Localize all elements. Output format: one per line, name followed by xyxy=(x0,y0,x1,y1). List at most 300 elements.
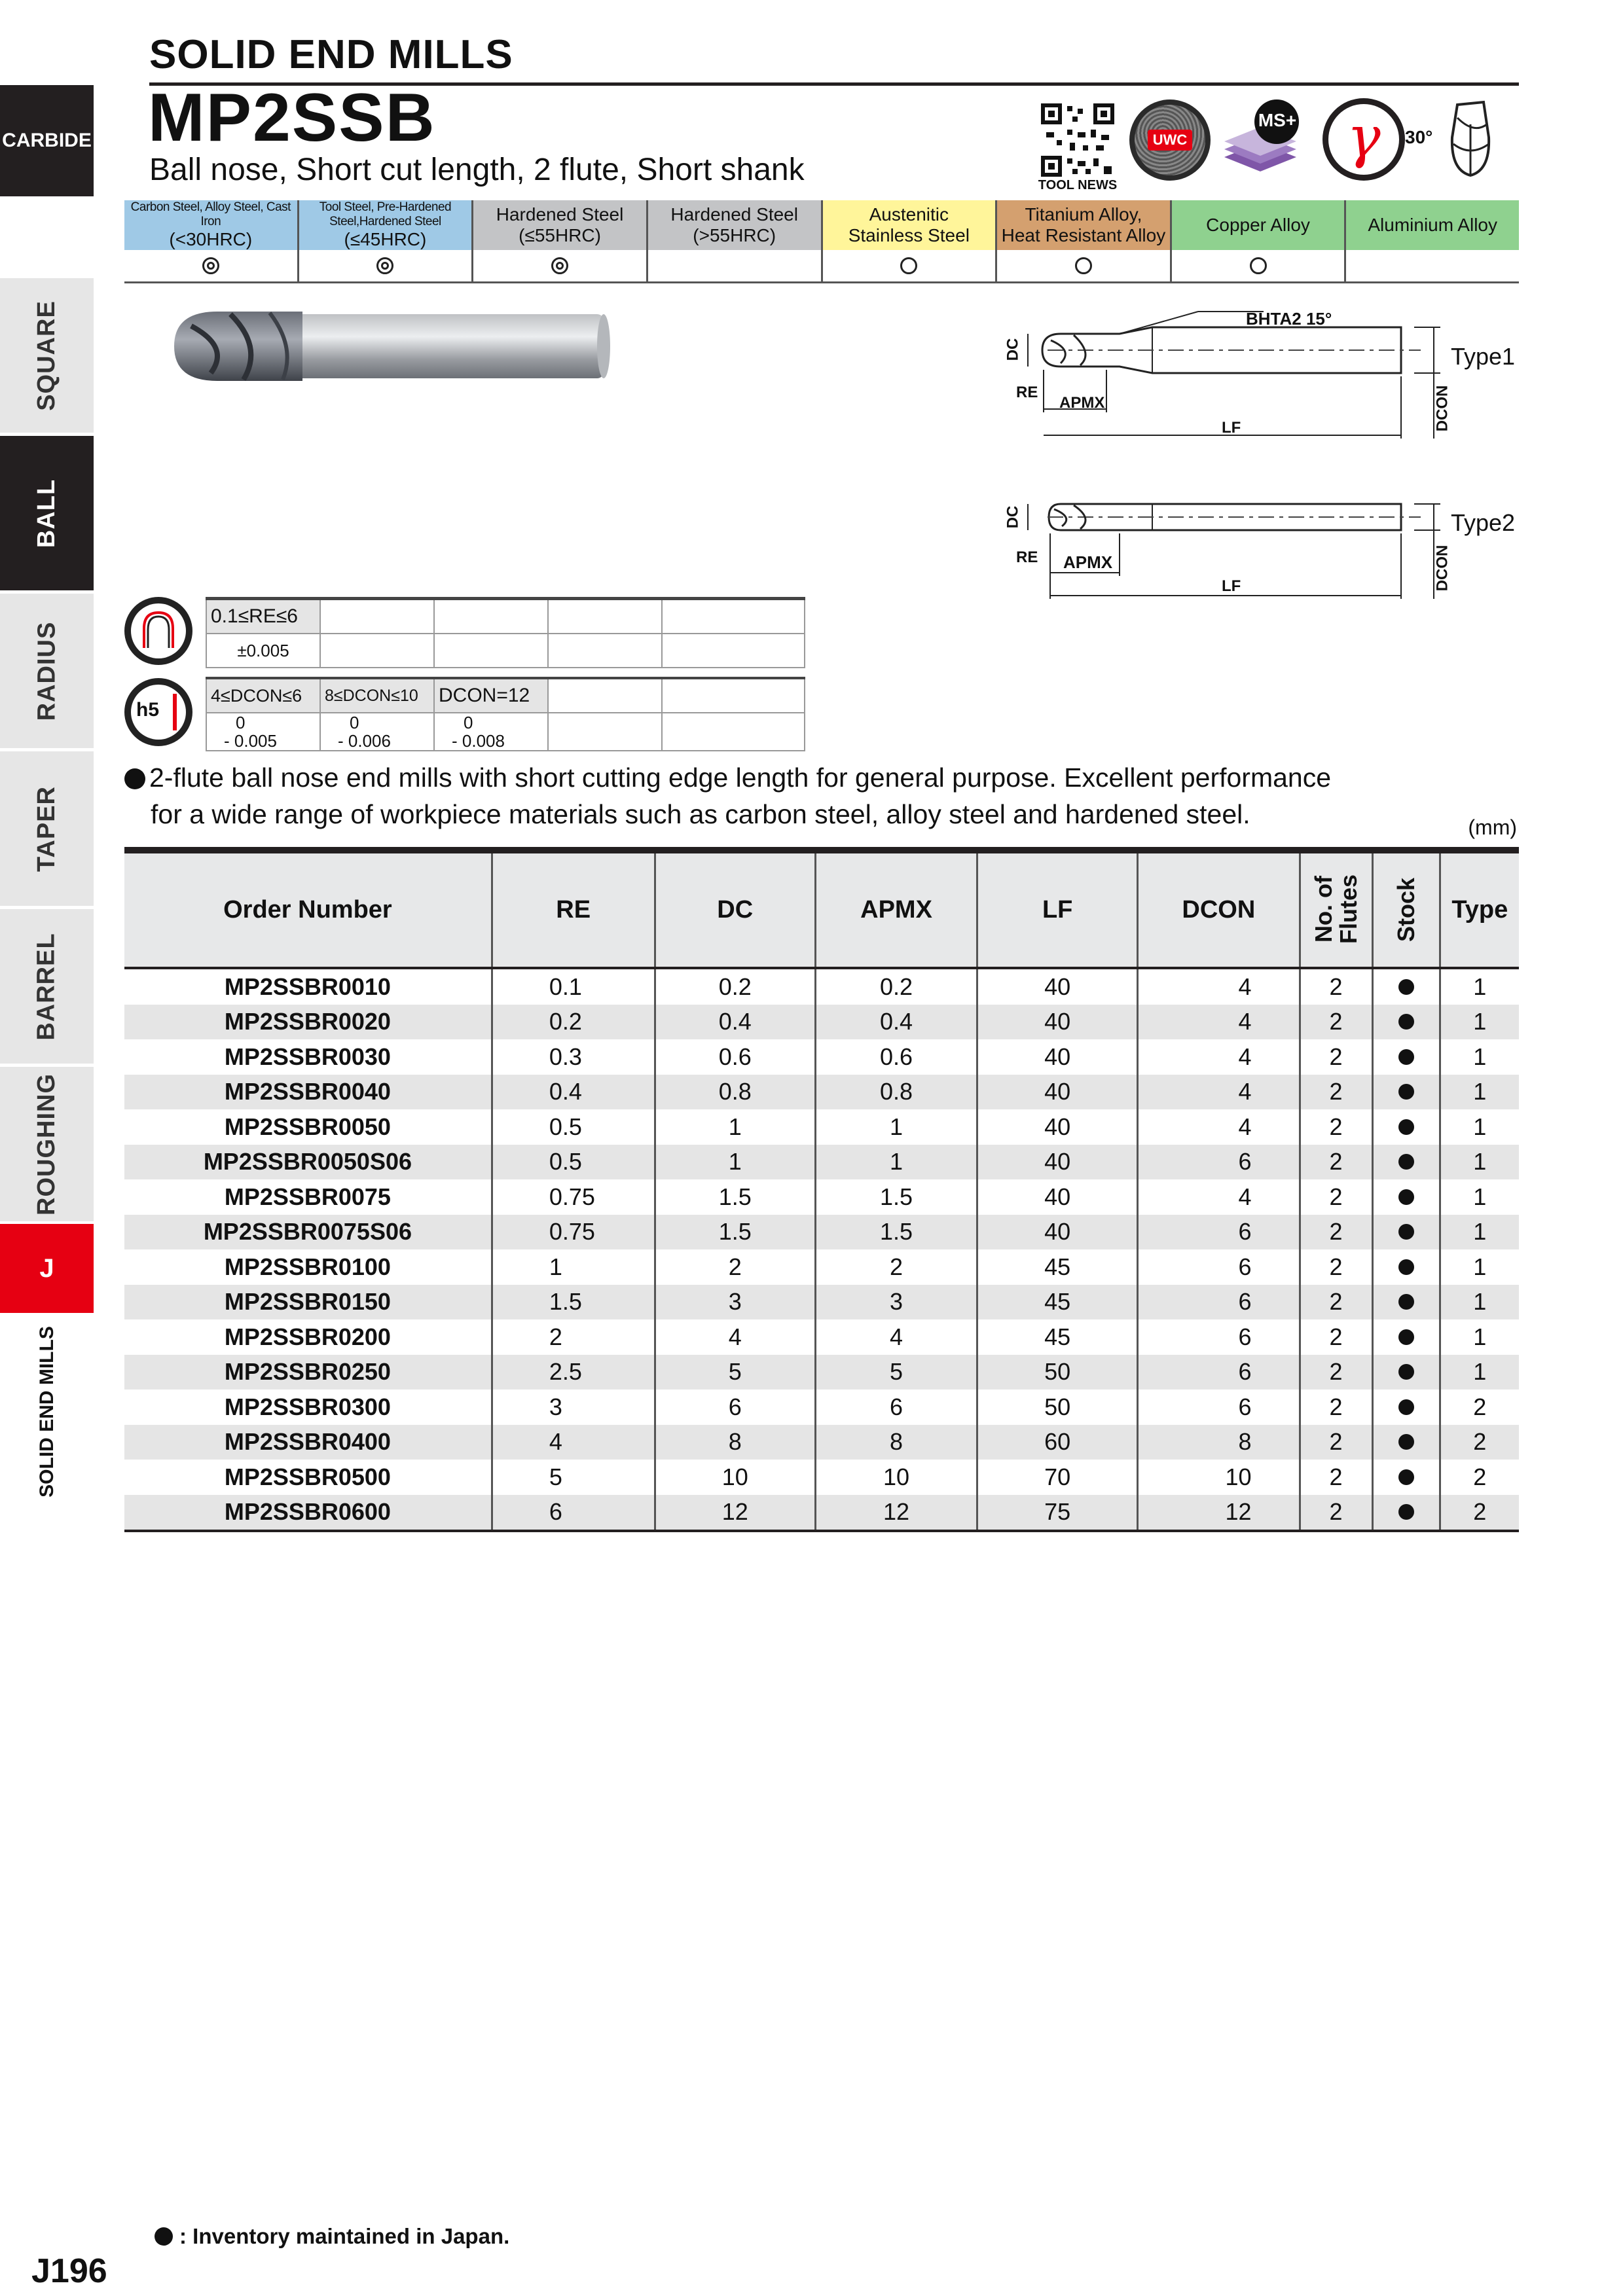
material-name: Carbon Steel, Alloy Steel, Cast Iron xyxy=(130,200,291,228)
type2-diagram xyxy=(989,478,1525,602)
cell-re: 5 xyxy=(492,1460,655,1495)
material-header-4 xyxy=(648,200,823,250)
cell-dcon: 8 xyxy=(1138,1425,1300,1460)
cell-lf: 40 xyxy=(977,1005,1138,1040)
cell-order: MP2SSBR0020 xyxy=(124,1005,492,1040)
side-tab-taper-label: TAPER xyxy=(33,785,60,872)
cell-flutes: 2 xyxy=(1300,1460,1372,1495)
material-header-1 xyxy=(124,200,299,250)
cell-re: 0.1 xyxy=(492,968,655,1005)
cell-flutes: 2 xyxy=(1300,1355,1372,1390)
cell-apmx: 1.5 xyxy=(815,1215,977,1250)
product-subtitle: Ball nose, Short cut length, 2 flute, Short shank xyxy=(149,152,805,187)
dcon-range: 8≤DCON≤10 xyxy=(325,686,418,705)
cell-stock xyxy=(1372,1319,1440,1355)
cell-type: 1 xyxy=(1440,1005,1519,1040)
material-header-3 xyxy=(473,200,648,250)
table-row xyxy=(124,1075,1519,1110)
cell-dc: 1 xyxy=(655,1145,815,1180)
cell-re: 6 xyxy=(492,1495,655,1532)
stock-dot-icon xyxy=(1398,1119,1414,1135)
cell-stock xyxy=(1372,1179,1440,1215)
cell-apmx: 0.8 xyxy=(815,1075,977,1110)
cell-lf: 60 xyxy=(977,1425,1138,1460)
cell-lf: 40 xyxy=(977,968,1138,1005)
side-tab-radius-label: RADIUS xyxy=(33,621,60,721)
tool-photo xyxy=(172,308,610,385)
cell-dcon: 4 xyxy=(1138,1039,1300,1075)
cell-stock xyxy=(1372,1425,1440,1460)
cell-dc: 2 xyxy=(655,1249,815,1285)
cell-flutes: 2 xyxy=(1300,968,1372,1005)
side-tab-roughing-label: ROUGHING xyxy=(33,1073,60,1215)
header-flutes xyxy=(1300,850,1372,968)
cell-apmx: 0.6 xyxy=(815,1039,977,1075)
cell-lf: 40 xyxy=(977,1109,1138,1145)
cell-re: 0.5 xyxy=(492,1145,655,1180)
table-row xyxy=(124,1215,1519,1250)
material-symbol-row xyxy=(124,250,1519,283)
cell-dcon: 6 xyxy=(1138,1215,1300,1250)
cell-re: 2.5 xyxy=(492,1355,655,1390)
header-flutes-line1: No. of xyxy=(1309,876,1337,942)
cell-dc: 0.8 xyxy=(655,1075,815,1110)
table-row xyxy=(124,1039,1519,1075)
empty-cell xyxy=(662,634,805,668)
material-name: Titanium Alloy, xyxy=(1025,204,1142,224)
table-row xyxy=(124,1109,1519,1145)
material-header-row xyxy=(124,200,1519,250)
ms-plus-icon xyxy=(1218,97,1303,182)
cell-re: 0.75 xyxy=(492,1215,655,1250)
re-tol-cell xyxy=(206,634,320,668)
side-tab-ball[interactable] xyxy=(0,436,94,590)
side-tab-roughing[interactable] xyxy=(0,1067,94,1221)
cell-order: MP2SSBR0250 xyxy=(124,1355,492,1390)
dcon-tolerance-table xyxy=(206,677,805,751)
material-condition: (≤55HRC) xyxy=(519,225,601,245)
cell-dc: 6 xyxy=(655,1390,815,1425)
cell-order: MP2SSBR0075S06 xyxy=(124,1215,492,1250)
cell-lf: 70 xyxy=(977,1460,1138,1495)
dcon-tol-lower: - 0.006 xyxy=(338,731,391,751)
cell-type: 2 xyxy=(1440,1425,1519,1460)
material-symbol-cell-6 xyxy=(997,250,1172,281)
spec-table xyxy=(124,847,1519,1532)
cell-flutes: 2 xyxy=(1300,1249,1372,1285)
cell-dcon: 4 xyxy=(1138,968,1300,1005)
type2-dc-label: DC xyxy=(1004,505,1022,529)
cell-type: 1 xyxy=(1440,1249,1519,1285)
side-tab-square-label: SQUARE xyxy=(33,300,61,411)
stock-dot-icon xyxy=(1398,1294,1414,1310)
header-flutes-line2: Flutes xyxy=(1334,874,1362,944)
side-tab-j[interactable] xyxy=(0,1224,94,1313)
table-row xyxy=(124,1495,1519,1532)
double-circle-icon xyxy=(551,257,568,274)
ball-tip-icon xyxy=(1438,98,1503,181)
empty-cell xyxy=(662,713,805,751)
table-row xyxy=(124,1145,1519,1180)
re-tolerance-table xyxy=(206,597,805,668)
empty-cell xyxy=(320,599,434,634)
circle-icon xyxy=(1075,257,1092,274)
cell-order: MP2SSBR0040 xyxy=(124,1075,492,1110)
table-row xyxy=(124,1179,1519,1215)
type1-re-label: RE xyxy=(1016,384,1038,401)
cell-type: 1 xyxy=(1440,1355,1519,1390)
material-symbol-cell-7 xyxy=(1172,250,1347,281)
material-condition: Heat Resistant Alloy xyxy=(1001,225,1166,245)
dcon-tol-cell xyxy=(206,713,320,751)
header-re: RE xyxy=(492,850,655,968)
cell-re: 0.5 xyxy=(492,1109,655,1145)
cell-stock xyxy=(1372,1285,1440,1320)
stock-dot-icon xyxy=(1398,1154,1414,1170)
material-name: Austenitic xyxy=(869,204,949,224)
type1-bhta-label: BHTA2 15° xyxy=(1246,309,1332,329)
cell-stock xyxy=(1372,968,1440,1005)
cell-type: 1 xyxy=(1440,1215,1519,1250)
table-row xyxy=(124,968,1519,1005)
cell-apmx: 0.4 xyxy=(815,1005,977,1040)
cell-dcon: 6 xyxy=(1138,1249,1300,1285)
table-row xyxy=(124,1355,1519,1390)
stock-dot-icon xyxy=(1398,1259,1414,1275)
table-row xyxy=(124,1285,1519,1320)
cell-dc: 4 xyxy=(655,1319,815,1355)
header-order-number: Order Number xyxy=(124,850,492,968)
material-header-2 xyxy=(299,200,474,250)
empty-cell xyxy=(434,634,548,668)
side-tab-radius[interactable] xyxy=(0,594,94,748)
double-circle-icon xyxy=(376,257,393,274)
cell-lf: 45 xyxy=(977,1285,1138,1320)
cell-re: 4 xyxy=(492,1425,655,1460)
type1-label: Type1 xyxy=(1451,343,1516,370)
header-flutes-text xyxy=(1311,874,1361,944)
type2-apmx-label: APMX xyxy=(1063,552,1113,572)
unit-label: (mm) xyxy=(1468,816,1517,839)
type1-apmx-label: APMX xyxy=(1059,394,1105,412)
helix-symbol: γ xyxy=(1347,105,1381,170)
cell-stock xyxy=(1372,1039,1440,1075)
material-symbol-cell-2 xyxy=(299,250,474,281)
cell-apmx: 1.5 xyxy=(815,1179,977,1215)
cell-flutes: 2 xyxy=(1300,1215,1372,1250)
circle-icon xyxy=(1250,257,1267,274)
type1-dcon-label: DCON xyxy=(1433,385,1451,432)
cell-type: 2 xyxy=(1440,1495,1519,1532)
cell-stock xyxy=(1372,1005,1440,1040)
header-stock-text: Stock xyxy=(1392,877,1419,942)
cell-lf: 40 xyxy=(977,1075,1138,1110)
dcon-tol-upper: 0 xyxy=(464,713,473,732)
dcon-tol-lower: - 0.005 xyxy=(224,731,277,751)
side-tab-carbide-label: CARBIDE xyxy=(2,130,92,151)
footnote-text: : Inventory maintained in Japan. xyxy=(179,2224,510,2248)
cell-stock xyxy=(1372,1355,1440,1390)
cell-dc: 5 xyxy=(655,1355,815,1390)
cell-stock xyxy=(1372,1215,1440,1250)
cell-order: MP2SSBR0010 xyxy=(224,973,391,1000)
cell-flutes: 2 xyxy=(1300,1495,1372,1532)
double-circle-icon xyxy=(202,257,219,274)
cell-order: MP2SSBR0030 xyxy=(224,1043,391,1070)
cell-lf: 40 xyxy=(977,1145,1138,1180)
cell-stock xyxy=(1372,1460,1440,1495)
material-name: Hardened Steel xyxy=(670,204,798,224)
circle-icon xyxy=(900,257,917,274)
cell-type: 2 xyxy=(1440,1460,1519,1495)
dcon-tol-cell xyxy=(320,713,434,751)
material-condition: (≤45HRC) xyxy=(344,228,427,249)
stock-dot-icon xyxy=(1398,1399,1414,1415)
stock-dot-icon xyxy=(1398,1364,1414,1380)
cell-apmx: 6 xyxy=(815,1390,977,1425)
cell-flutes: 2 xyxy=(1300,1005,1372,1040)
material-header-5 xyxy=(823,200,998,250)
type1-diagram xyxy=(989,301,1525,445)
re-range-cell xyxy=(206,599,320,634)
dcon-tol-lower: - 0.008 xyxy=(452,731,505,751)
cell-re: 0.2 xyxy=(492,1005,655,1040)
ms-plus-label: MS+ xyxy=(1258,110,1297,130)
product-description xyxy=(124,759,1512,833)
dcon-tol-upper: 0 xyxy=(236,713,246,732)
material-name: Aluminium Alloy xyxy=(1368,214,1497,235)
cell-stock xyxy=(1372,1145,1440,1180)
cell-dcon: 6 xyxy=(1138,1319,1300,1355)
cell-dcon: 4 xyxy=(1138,1005,1300,1040)
material-suitability-grid xyxy=(124,200,1519,283)
side-tab-square[interactable] xyxy=(0,278,94,433)
header-lf: LF xyxy=(977,850,1138,968)
stock-dot-icon xyxy=(1398,1469,1414,1485)
stock-dot-icon xyxy=(1398,1329,1414,1345)
cell-order: MP2SSBR0400 xyxy=(124,1425,492,1460)
type2-dcon-label: DCON xyxy=(1433,545,1451,592)
cell-re: 1 xyxy=(492,1249,655,1285)
side-tab-barrel[interactable] xyxy=(0,909,94,1064)
cell-lf: 40 xyxy=(977,1215,1138,1250)
h5-tolerance-icon xyxy=(124,678,192,746)
dcon-tol-upper: 0 xyxy=(350,713,359,732)
cell-order: MP2SSBR0050S06 xyxy=(124,1145,492,1180)
cell-apmx: 5 xyxy=(815,1355,977,1390)
type2-label: Type2 xyxy=(1451,509,1516,536)
cell-apmx: 2 xyxy=(815,1249,977,1285)
material-name: Tool Steel, Pre-Hardened Steel,Hardened Steel xyxy=(319,200,452,228)
cell-dcon: 4 xyxy=(1138,1179,1300,1215)
stock-dot-icon xyxy=(1398,1014,1414,1030)
dcon-range: 4≤DCON≤6 xyxy=(211,685,302,706)
material-header-6 xyxy=(997,200,1172,250)
cell-type: 1 xyxy=(1440,1285,1519,1320)
cell-dc: 0.6 xyxy=(655,1039,815,1075)
material-condition: (>55HRC) xyxy=(693,225,776,245)
empty-cell xyxy=(434,599,548,634)
cell-re: 0.4 xyxy=(492,1075,655,1110)
cell-type: 1 xyxy=(1440,1145,1519,1180)
material-symbol-cell-3 xyxy=(473,250,648,281)
product-name: MP2SSB xyxy=(148,80,436,156)
cell-flutes: 2 xyxy=(1300,1319,1372,1355)
cell-dc: 12 xyxy=(655,1495,815,1532)
table-row xyxy=(124,1425,1519,1460)
cell-dc: 0.4 xyxy=(655,1005,815,1040)
radius-tolerance-icon xyxy=(124,597,192,665)
material-header-8 xyxy=(1346,200,1519,250)
cell-order: MP2SSBR0300 xyxy=(224,1393,391,1420)
cell-stock xyxy=(1372,1390,1440,1425)
empty-cell xyxy=(662,599,805,634)
cell-dc: 1 xyxy=(655,1109,815,1145)
cell-dcon: 12 xyxy=(1138,1495,1300,1532)
spec-table-body xyxy=(124,968,1519,1531)
stock-bullet-icon xyxy=(155,2227,173,2246)
cell-dc: 8 xyxy=(655,1425,815,1460)
cell-type: 1 xyxy=(1440,1319,1519,1355)
cell-re: 3 xyxy=(492,1390,655,1425)
header-dc: DC xyxy=(655,850,815,968)
stock-dot-icon xyxy=(1398,1084,1414,1100)
material-symbol-cell-5 xyxy=(823,250,998,281)
cell-flutes: 2 xyxy=(1300,1039,1372,1075)
cell-apmx: 4 xyxy=(815,1319,977,1355)
cell-apmx: 1 xyxy=(815,1145,977,1180)
cell-stock xyxy=(1372,1109,1440,1145)
cell-lf: 50 xyxy=(977,1355,1138,1390)
qr-caption: TOOL NEWS xyxy=(1038,178,1118,192)
material-header-7 xyxy=(1172,200,1347,250)
cell-dc: 1.5 xyxy=(655,1179,815,1215)
cell-dcon: 6 xyxy=(1138,1355,1300,1390)
cell-dc: 10 xyxy=(655,1460,815,1495)
cell-flutes: 2 xyxy=(1300,1390,1372,1425)
cell-stock xyxy=(1372,1075,1440,1110)
cell-apmx: 3 xyxy=(815,1285,977,1320)
stock-dot-icon xyxy=(1398,1434,1414,1450)
cell-lf: 50 xyxy=(977,1390,1138,1425)
table-row xyxy=(124,1249,1519,1285)
header-dcon: DCON xyxy=(1138,850,1300,968)
section-title: SOLID END MILLS xyxy=(149,32,513,77)
cell-dcon: 4 xyxy=(1138,1075,1300,1110)
description-line-1 xyxy=(124,759,1512,796)
uwc-coating-icon xyxy=(1129,99,1211,181)
cell-flutes: 2 xyxy=(1300,1285,1372,1320)
stock-dot-icon xyxy=(1398,1504,1414,1520)
solid-end-mills-label: SOLID END MILLS xyxy=(35,1326,58,1498)
cell-flutes: 2 xyxy=(1300,1425,1372,1460)
cell-dcon: 6 xyxy=(1138,1390,1300,1425)
cell-type: 2 xyxy=(1440,1390,1519,1425)
cell-flutes: 2 xyxy=(1300,1109,1372,1145)
empty-cell xyxy=(548,678,662,713)
dcon-range-cell xyxy=(206,678,320,713)
table-row xyxy=(124,1390,1519,1425)
cell-dc: 3 xyxy=(655,1285,815,1320)
table-row xyxy=(124,1460,1519,1495)
re-range: 0.1≤RE≤6 xyxy=(211,605,298,627)
empty-cell xyxy=(662,678,805,713)
re-tol: ±0.005 xyxy=(237,640,289,660)
cell-dcon: 6 xyxy=(1138,1145,1300,1180)
side-tab-ball-label: BALL xyxy=(33,478,60,548)
empty-cell xyxy=(548,599,662,634)
cell-re: 0.3 xyxy=(492,1039,655,1075)
cell-dc: 1.5 xyxy=(655,1215,815,1250)
header-apmx: APMX xyxy=(815,850,977,968)
material-symbol-cell-1 xyxy=(124,250,299,281)
qr-code[interactable] xyxy=(1041,103,1114,177)
cell-order: MP2SSBR0050 xyxy=(224,1113,391,1140)
cell-lf: 75 xyxy=(977,1495,1138,1532)
stock-dot-icon xyxy=(1398,1049,1414,1065)
type1-dc-label: DC xyxy=(1004,338,1022,361)
cell-dc: 0.2 xyxy=(655,968,815,1005)
dcon-range-cell xyxy=(434,678,548,713)
cell-lf: 45 xyxy=(977,1249,1138,1285)
table-row xyxy=(124,1005,1519,1040)
material-name: Copper Alloy xyxy=(1206,214,1310,235)
stock-dot-icon xyxy=(1398,1224,1414,1240)
type2-lf-label: LF xyxy=(1222,577,1241,595)
material-condition: (<30HRC) xyxy=(169,228,253,249)
empty-cell xyxy=(320,634,434,668)
cell-order: MP2SSBR0100 xyxy=(224,1253,391,1280)
cell-order: MP2SSBR0500 xyxy=(224,1463,391,1490)
cell-re: 1.5 xyxy=(492,1285,655,1320)
cell-order: MP2SSBR0200 xyxy=(224,1323,391,1350)
side-tab-j-label: J xyxy=(39,1253,54,1283)
cell-type: 1 xyxy=(1440,1075,1519,1110)
empty-cell xyxy=(548,713,662,751)
side-tab-carbide[interactable] xyxy=(0,85,94,196)
cell-apmx: 10 xyxy=(815,1460,977,1495)
dcon-tol-cell xyxy=(434,713,548,751)
cell-flutes: 2 xyxy=(1300,1145,1372,1180)
bullet-icon xyxy=(124,768,145,789)
description-line-2 xyxy=(124,796,1512,833)
cell-dcon: 4 xyxy=(1138,1109,1300,1145)
side-tab-taper[interactable] xyxy=(0,751,94,906)
cell-lf: 40 xyxy=(977,1179,1138,1215)
helix-angle-value: 30° xyxy=(1405,127,1433,147)
type1-lf-label: LF xyxy=(1222,419,1241,437)
cell-type: 1 xyxy=(1440,1179,1519,1215)
dcon-range: DCON=12 xyxy=(439,685,530,706)
cell-flutes: 2 xyxy=(1300,1075,1372,1110)
cell-dcon: 10 xyxy=(1138,1460,1300,1495)
cell-order: MP2SSBR0075 xyxy=(224,1183,391,1210)
description-text-2: for a wide range of workpiece materials such as carbon steel, alloy steel and hardened steel. xyxy=(151,799,1250,829)
cell-dcon: 6 xyxy=(1138,1285,1300,1320)
cell-apmx: 8 xyxy=(815,1425,977,1460)
spec-header-row xyxy=(124,850,1519,968)
cell-apmx: 1 xyxy=(815,1109,977,1145)
cell-apmx: 12 xyxy=(815,1495,977,1532)
h5-label: h5 xyxy=(136,699,160,721)
side-label-solid-end-mills xyxy=(0,1317,94,1507)
dcon-range-cell xyxy=(320,678,434,713)
stock-dot-icon xyxy=(1398,979,1414,995)
cell-re: 2 xyxy=(492,1319,655,1355)
cell-lf: 40 xyxy=(977,1039,1138,1075)
cell-flutes: 2 xyxy=(1300,1179,1372,1215)
cell-order: MP2SSBR0600 xyxy=(124,1495,492,1532)
